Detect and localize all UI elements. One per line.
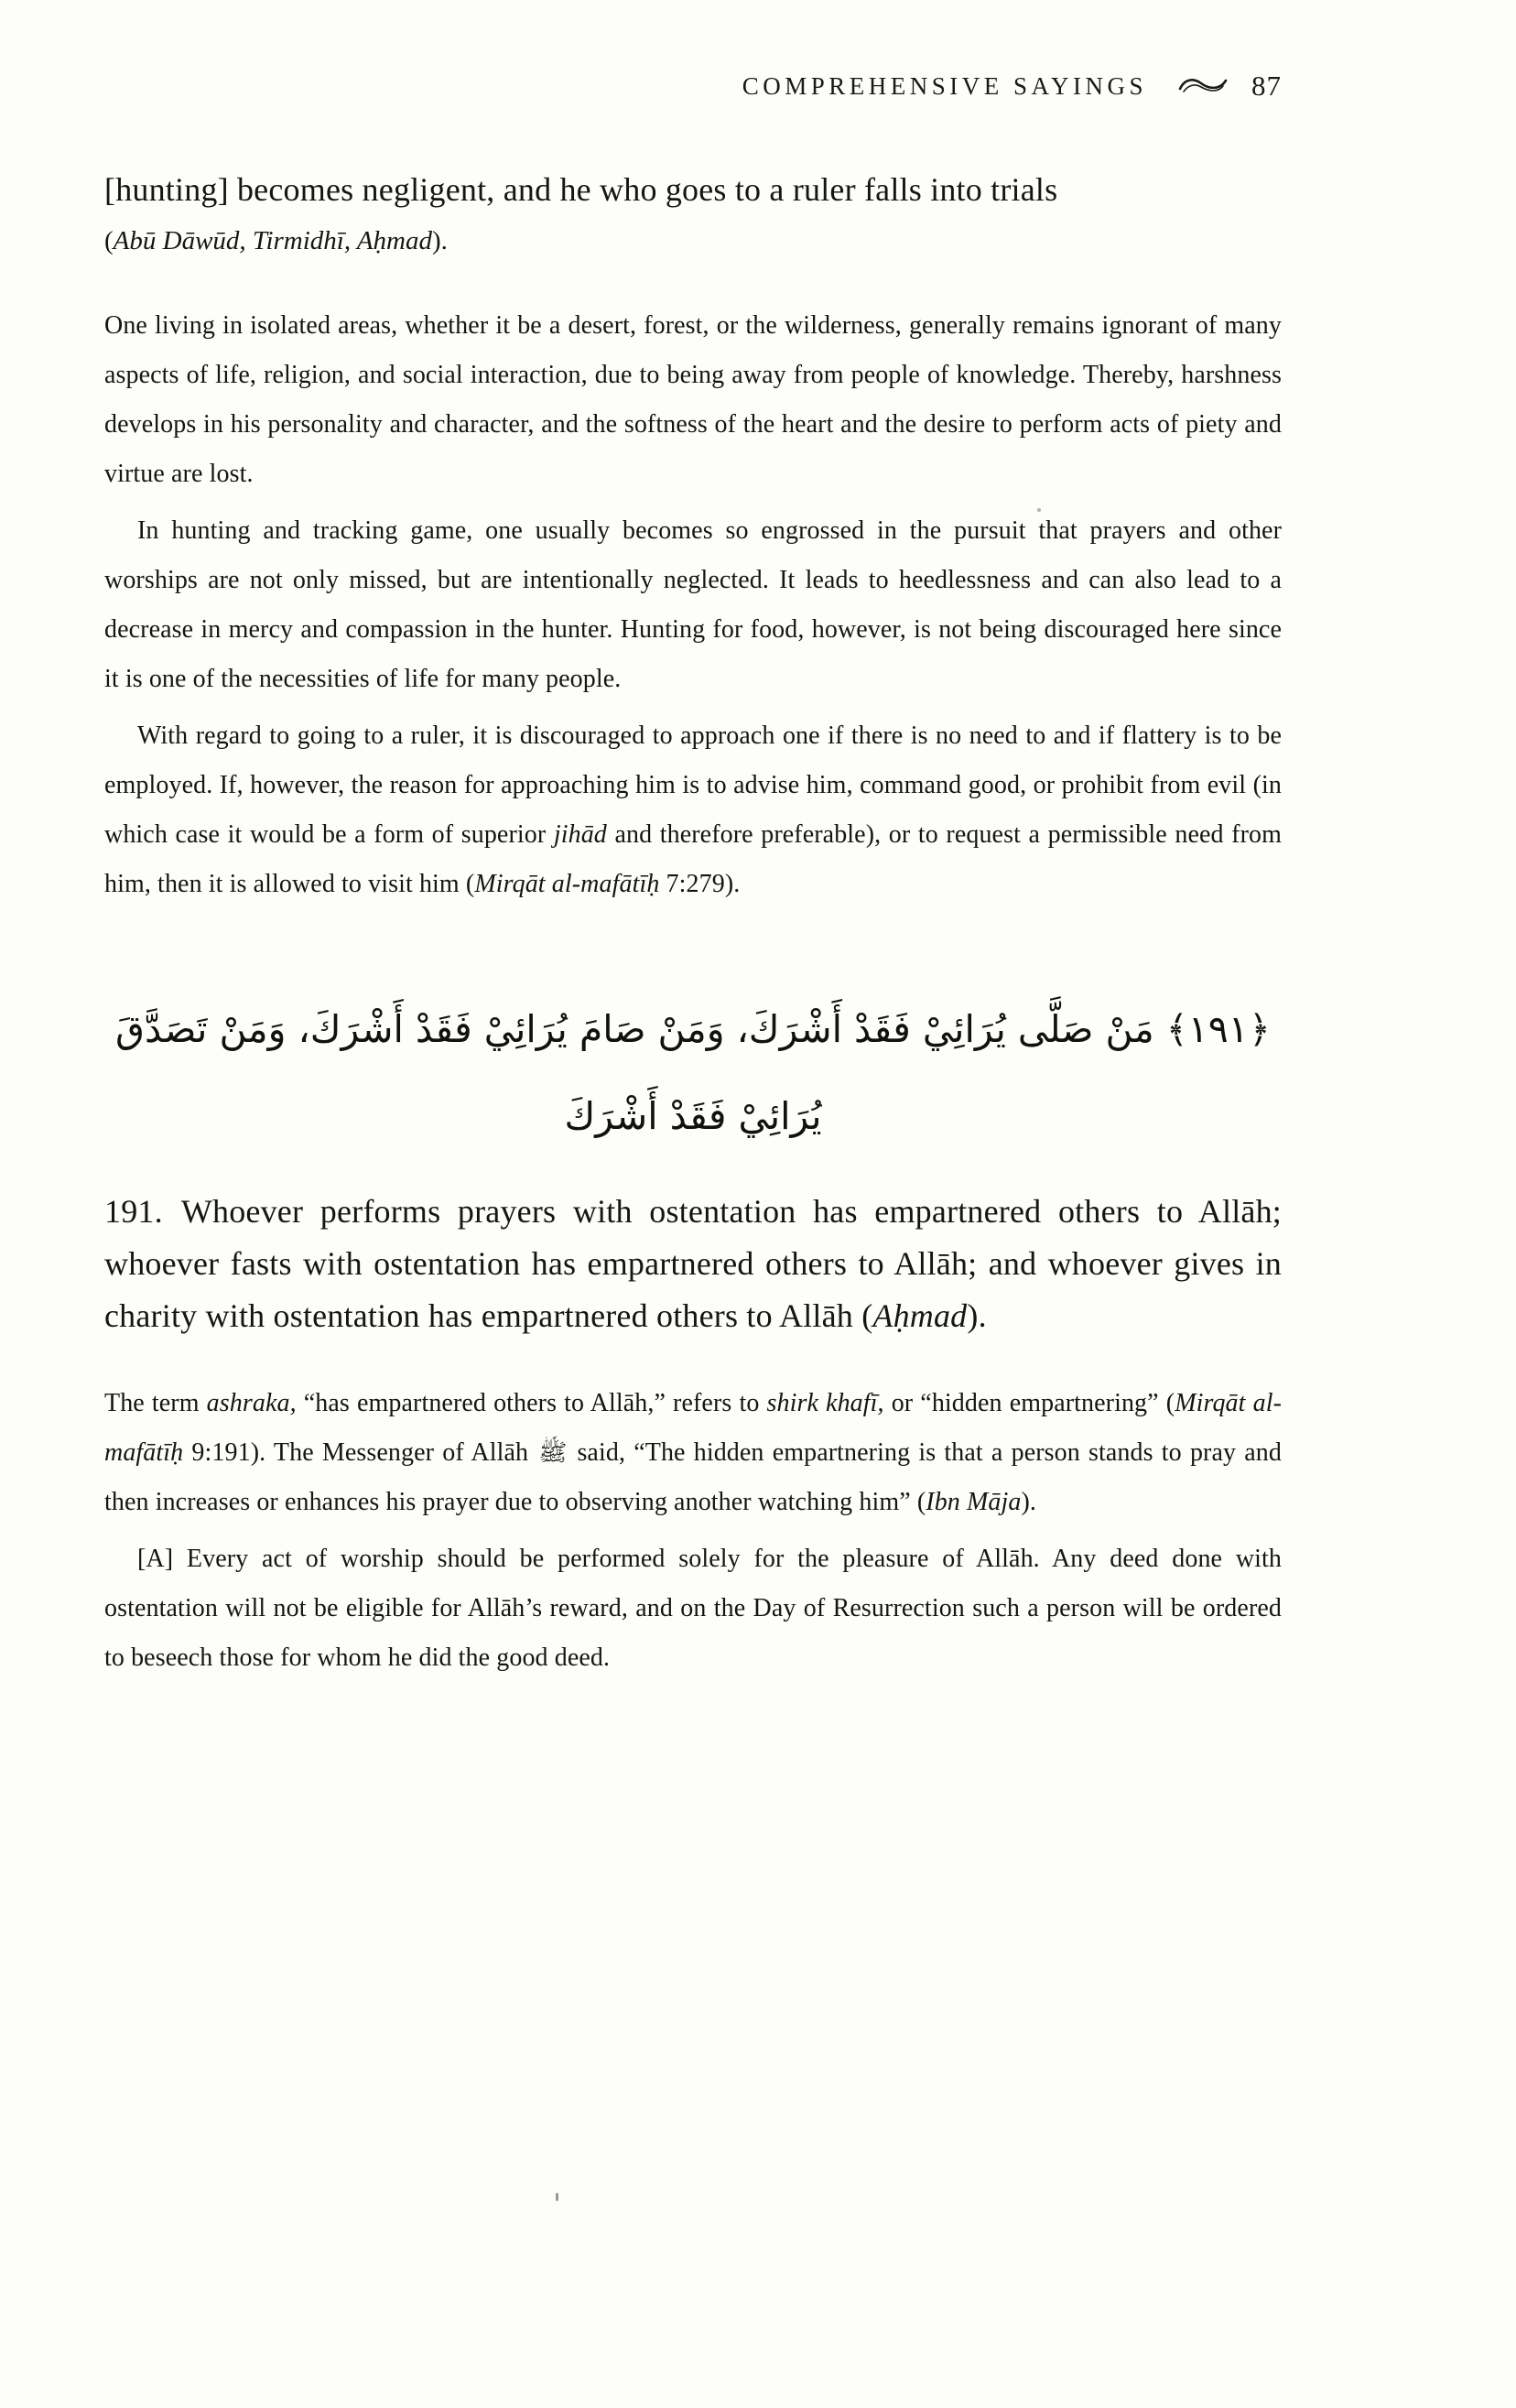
commentary-paragraph: One living in isolated areas, whether it be a desert, forest, or the wilderness, generally remains ignorant of many aspects of life, religion, and social interaction, due to being away from people of knowledge. Thereby, harshness develops in his personality and character, and the softness of the heart and the desire to perform acts of piety and virtue are lost.	[104, 311, 1282, 488]
arabic-hadith-191	[104, 990, 1282, 1144]
honorific-sallallahu-alayhi-wasallam-symbol: ﷺ	[538, 1439, 568, 1467]
running-head	[104, 71, 1282, 101]
scan-speck	[556, 2193, 558, 2201]
text-segment: “has empartnered others to Allāh,” refers to	[296, 1389, 767, 1417]
source-name: Aḥmad	[872, 1297, 968, 1334]
text-segment: or “hidden empartnering” (	[883, 1389, 1175, 1417]
scan-speck	[1037, 508, 1041, 512]
source-names: Abū Dāwūd, Tirmidhī, Aḥmad	[113, 226, 432, 255]
page-number: 87	[1251, 70, 1282, 102]
text-segment: 9:191). The Messenger of Allāh	[183, 1438, 537, 1467]
header-swash-ornament-icon	[1178, 76, 1228, 96]
arabic-hadith-line-1: ﴿١٩١﴾ مَنْ صَلَّى يُرَائِيْ فَقَدْ أَشْرَكَ، وَمَنْ صَامَ يُرَائِيْ فَقَدْ أَشْرَكَ، وَمَنْ تَصَدَّقَ	[115, 1007, 1271, 1051]
commentary-paragraph	[104, 711, 1282, 909]
commentary-paragraph: [A] Every act of worship should be performed solely for the pleasure of Allāh. Any deed done with ostentation will not be eligible for Allāh’s reward, and on the Day of Resurrection such a person will be ordered to beseech those for whom he did the good deed.	[104, 1545, 1282, 1672]
hadith-191-translation	[104, 1186, 1282, 1342]
hadith-number: 191.	[104, 1193, 163, 1230]
translation-text: Whoever performs prayers with ostentation has empartnered others to Allāh; whoever fasts with ostentation has empartnered others to Allāh; and whoever gives in charity with ostentation has empartnered others to Allāh	[104, 1193, 1282, 1334]
arabic-hadith-line-2: يُرَائِيْ فَقَدْ أَشْرَكَ	[564, 1094, 822, 1138]
italic-term: ashraka,	[206, 1389, 297, 1417]
italic-term: jihād	[553, 820, 607, 849]
text-block	[104, 0, 1282, 1683]
text-segment: ).	[1021, 1488, 1037, 1516]
commentary-paragraph	[104, 1379, 1282, 1527]
italic-book-title: Mirqāt al-mafātīḥ	[104, 1389, 1282, 1467]
text-segment: and therefore preferable), or to request a permissible need from him, then it is allowed to visit him (	[104, 820, 1282, 898]
paren: (	[861, 1297, 873, 1334]
italic-term: shirk khafī,	[766, 1389, 884, 1417]
hadith-190-continuation: [hunting] becomes negligent, and he who goes to a ruler falls into trials	[104, 171, 1058, 208]
text-segment: said, “The hidden empartnering is that a person stands to pray and then increases or enhances his prayer due to observing another watching him” (	[104, 1438, 1282, 1516]
text-segment: The term	[104, 1389, 207, 1417]
paren: ).	[431, 226, 448, 255]
text-segment: With regard to going to a ruler, it is discouraged to approach one if there is no need to and if flattery is to be employed. If, however, the reason for approaching him is to advise him, command good, or prohibit from evil (in which case it would be a form of superior	[104, 721, 1282, 849]
running-head-title: COMPREHENSIVE SAYINGS	[742, 71, 1147, 100]
commentary-paragraph: In hunting and tracking game, one usually becomes so engrossed in the pursuit that prayers and other worships are not only missed, but are intentionally neglected. It leads to heedlessness and can also lead to a decrease in mercy and compassion in the hunter. Hunting for food, however, is not being discouraged here since it is one of the necessities of life for many people.	[104, 516, 1282, 693]
paren: (	[104, 226, 114, 255]
italic-book-title: Mirqāt al-mafātīḥ	[474, 870, 660, 898]
text-segment: 7:279).	[659, 870, 741, 898]
italic-book-title: Ibn Māja	[926, 1488, 1022, 1516]
paren: ).	[967, 1297, 987, 1334]
hadith-190-sources	[104, 222, 1282, 259]
